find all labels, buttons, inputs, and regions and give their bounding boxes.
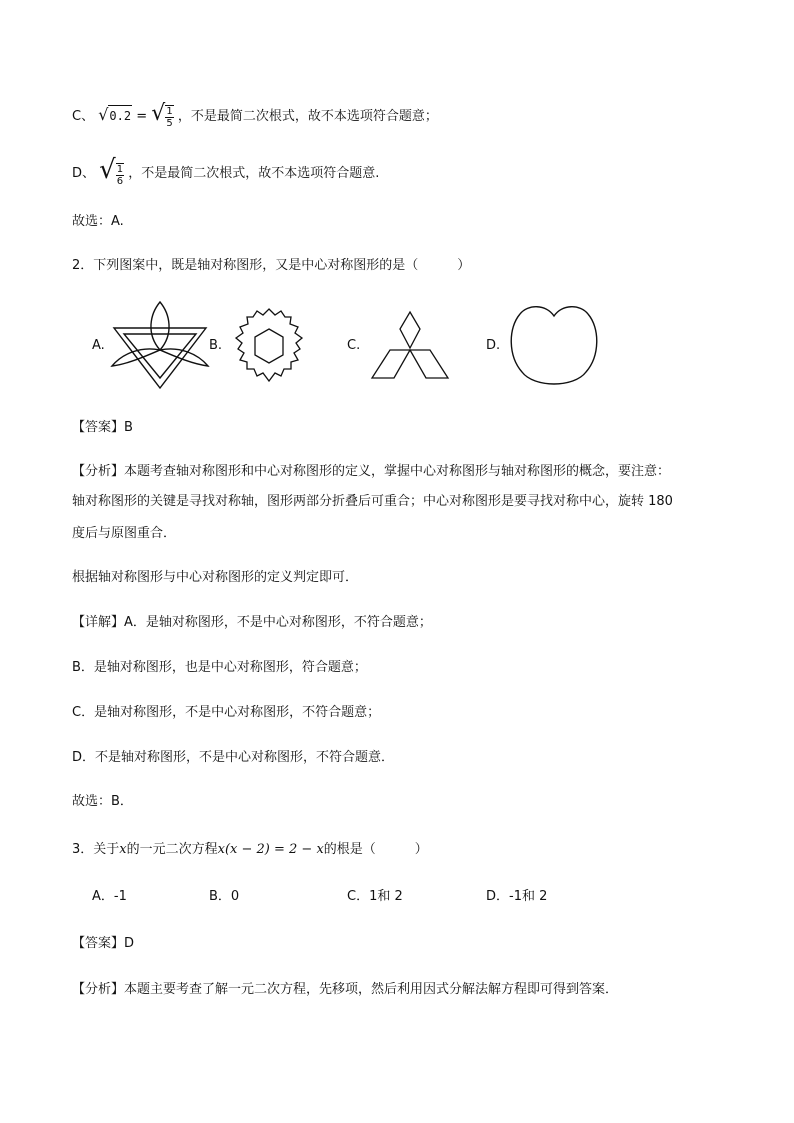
option-d-label: D. (486, 338, 501, 353)
answer-q2: 【答案】B (72, 420, 133, 435)
detail-q2-line1: 【详解】A．是轴对称图形，不是中心对称图形，不符合题意； (72, 615, 432, 630)
answer-q3: 【答案】D (72, 936, 135, 951)
detail-q2-line2: B．是轴对称图形，也是中心对称图形，符合题意； (72, 660, 367, 675)
sqrt-fraction: √ $\frac{1}{6}$ (99, 155, 124, 187)
analysis-q3: 【分析】本题主要考查了解一元二次方程，先移项，然后利用因式分解法解方程即可得到答案． (72, 982, 619, 997)
analysis-q2-line3: 度后与原图重合． (72, 526, 177, 541)
choice-q2: 故选：B． (72, 794, 133, 809)
equals-sign: = (136, 108, 148, 124)
line-d-prefix: D、 (72, 165, 96, 181)
option-b-label: B. (209, 338, 223, 353)
sqrt-fraction: √ $\frac{1}{5}$ (151, 101, 173, 129)
detail-q2-line4: D．不是轴对称图形，不是中心对称图形，不符合题意． (72, 750, 395, 765)
option-a-label: A. (92, 338, 105, 353)
question-3-title: 3．关于x的一元二次方程x(x − 2) = 2 − x的根是（ ） (72, 842, 428, 857)
figure-c-three-rhombi (368, 310, 452, 384)
sqrt-expression: √0.2 (98, 105, 132, 125)
q3-option-b: B．0 (209, 889, 240, 904)
q3-option-c: C．1和 2 (347, 889, 403, 904)
figure-a-trefoil-triangle (110, 300, 210, 392)
option-c-label: C. (347, 338, 361, 353)
line-c-text: ，不是最简二次根式，故不本选项符合题意； (177, 108, 438, 124)
q3-option-d: D．-1和 2 (486, 889, 548, 904)
line-c-prefix: C、 (72, 108, 95, 124)
analysis-q2-line1: 【分析】本题考查轴对称图形和中心对称图形的定义，掌握中心对称图形与轴对称图形的概念，要注意： (72, 464, 671, 479)
variable-x: x (119, 842, 127, 857)
choice-1: 故选：A. (72, 214, 124, 229)
analysis-q2-line2: 轴对称图形的关键是寻找对称轴，图形两部分折叠后可重合；中心对称图形是要寻找对称中心，旋转 180 (72, 494, 673, 509)
analysis-q2-line4: 根据轴对称图形与中心对称图形的定义判定即可． (72, 570, 359, 585)
figure-d-heart-curve (506, 300, 602, 392)
line-d-text: ，不是最简二次根式，故不本选项符合题意. (128, 165, 380, 181)
figure-b-snowflake (228, 305, 310, 387)
equation: x(x − 2) = 2 − x (217, 842, 324, 857)
line-d (72, 155, 380, 187)
question-2-title: 2．下列图案中，既是轴对称图形，又是中心对称图形的是（ ） (72, 258, 471, 273)
line-c (72, 101, 438, 129)
q3-option-a: A．-1 (92, 889, 127, 904)
detail-q2-line3: C．是轴对称图形，不是中心对称图形，不符合题意； (72, 705, 381, 720)
